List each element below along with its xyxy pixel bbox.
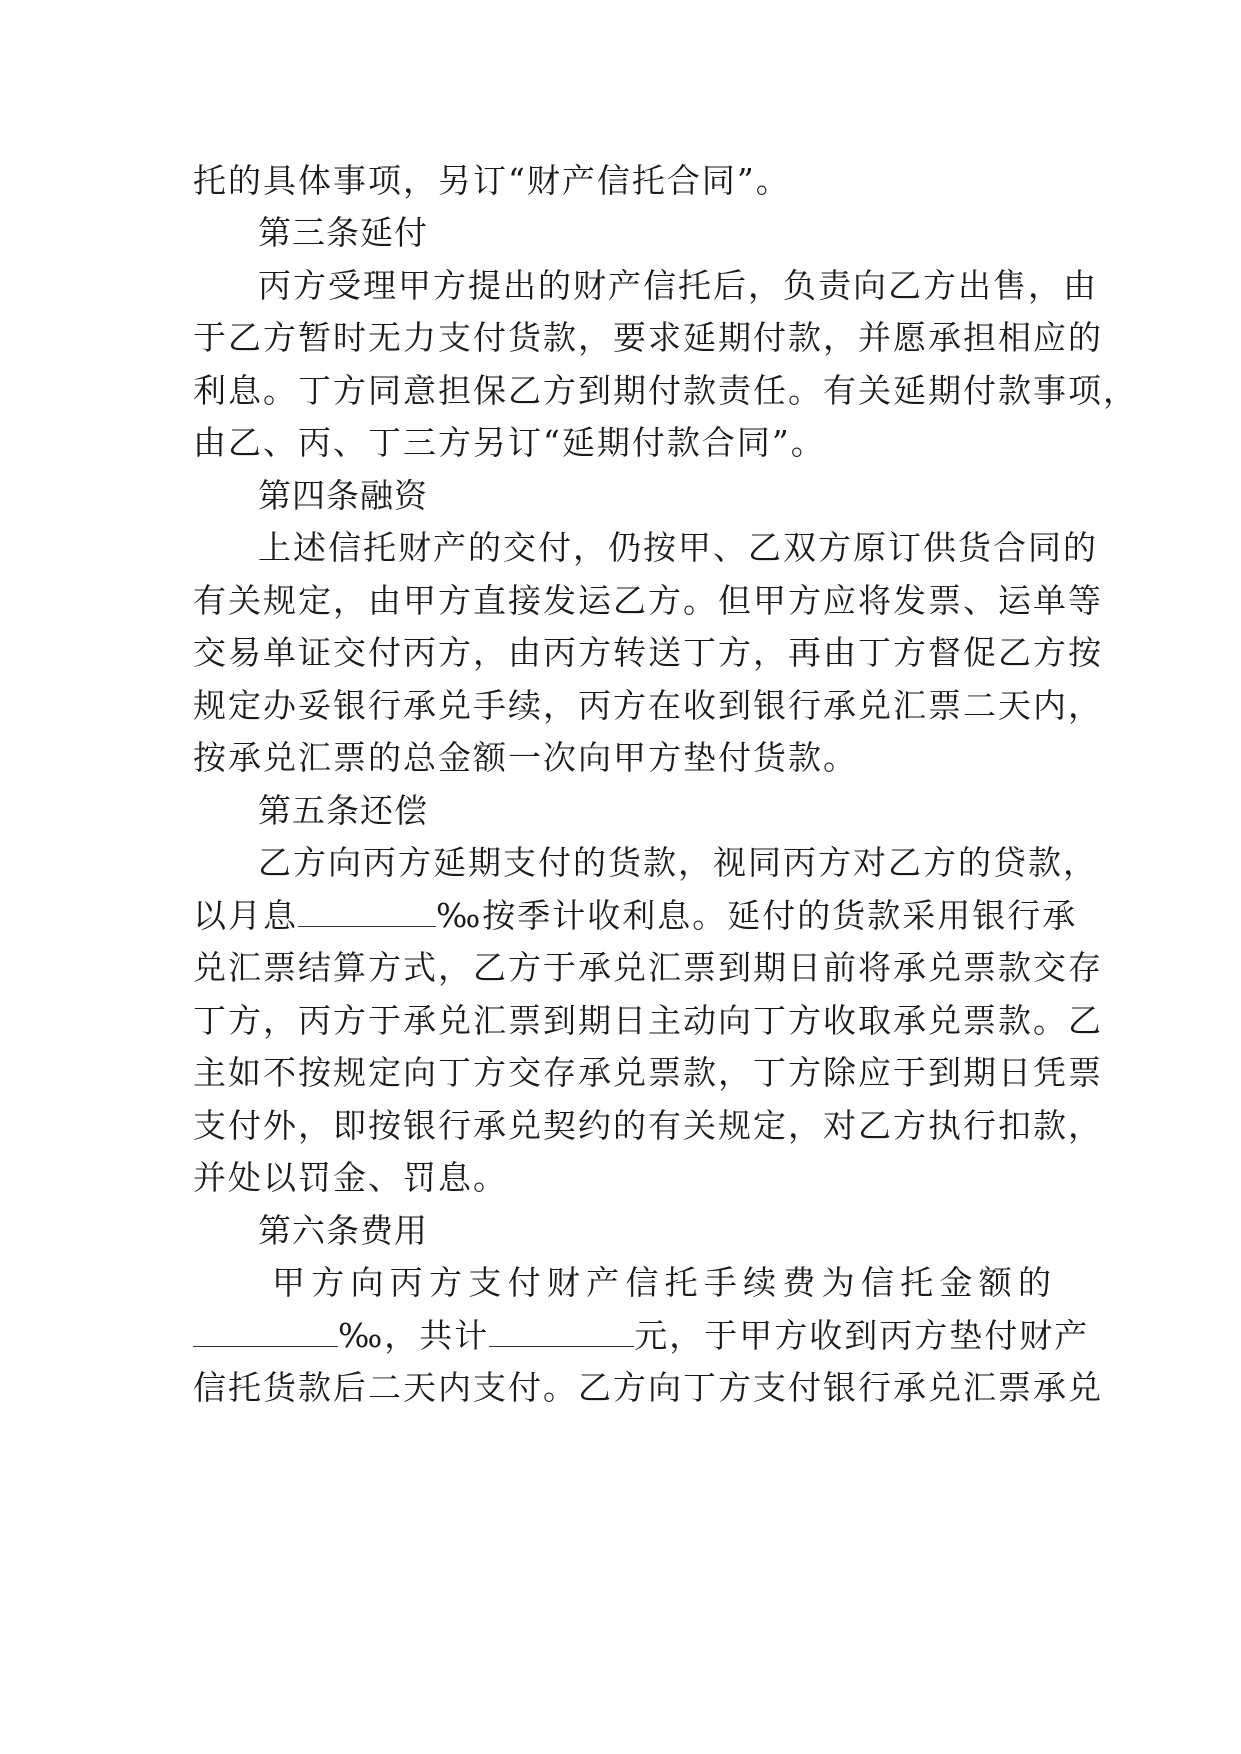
paragraph-line: 有关规定，由甲方直接发运乙方。但甲方应将发票、运单等 [193,581,1103,620]
article-6-heading: 第六条费用 [258,1211,428,1250]
paragraph-line: 按承兑汇票的总金额一次向甲方垫付货款。 [193,738,858,777]
paragraph-line: 于乙方暂时无力支付货款，要求延期付款，并愿承担相应的 [193,318,1103,357]
paragraph-line: 支付外，即按银行承兑契约的有关规定，对乙方执行扣款， [193,1106,1103,1145]
paragraph-line: 并处以罚金、罚息。 [193,1158,508,1197]
article-4-heading: 第四条融资 [258,476,428,515]
paragraph-line: 托的具体事项，另订“财产信托合同”。 [193,161,791,200]
paragraph-line: 主如不按规定向丁方交存承兑票款，丁方除应于到期日凭票 [193,1053,1103,1092]
paragraph-line: 规定办妥银行承兑手续，丙方在收到银行承兑汇票二天内， [193,686,1103,725]
article-5-heading: 第五条还偿 [258,791,428,830]
paragraph-line-with-blank [193,1311,1090,1361]
paragraph-line: 利息。丁方同意担保乙方到期付款责任。有关延期付款事项， [193,371,1138,410]
paragraph-line: 交易单证交付丙方，由丙方转送丁方，再由丁方督促乙方按 [193,633,1103,672]
fill-in-blank[interactable] [489,1316,634,1347]
line-text: 元，于甲方收到丙方垫付财产 [634,1316,1090,1355]
fill-in-blank[interactable] [298,896,436,927]
line-text: ‰按季计收利息。延付的货款采用银行承 [436,896,1078,935]
line-text: ‰，共计 [338,1316,490,1355]
line-text: 以月息 [193,896,298,935]
paragraph-line: 丙方受理甲方提出的财产信托后，负责向乙方出售，由 [258,266,1098,305]
paragraph-line: 上述信托财产的交付，仍按甲、乙双方原订供货合同的 [258,528,1098,567]
paragraph-line-with-blank [193,891,1078,941]
paragraph-line: 丁方，丙方于承兑汇票到期日主动向丁方收取承兑票款。乙 [193,1001,1103,1040]
fill-in-blank[interactable] [193,1316,338,1347]
paragraph-line: 乙方向丙方延期支付的货款，视同丙方对乙方的贷款， [258,843,1098,882]
paragraph-line: 甲方向丙方支付财产信托手续费为信托金额的 [272,1263,1053,1302]
article-3-heading: 第三条延付 [258,213,428,252]
paragraph-line: 信托货款后二天内支付。乙方向丁方支付银行承兑汇票承兑 [193,1368,1103,1407]
paragraph-line: 兑汇票结算方式，乙方于承兑汇票到期日前将承兑票款交存 [193,948,1103,987]
paragraph-line: 由乙、丙、丁三方另订“延期付款合同”。 [193,423,826,462]
